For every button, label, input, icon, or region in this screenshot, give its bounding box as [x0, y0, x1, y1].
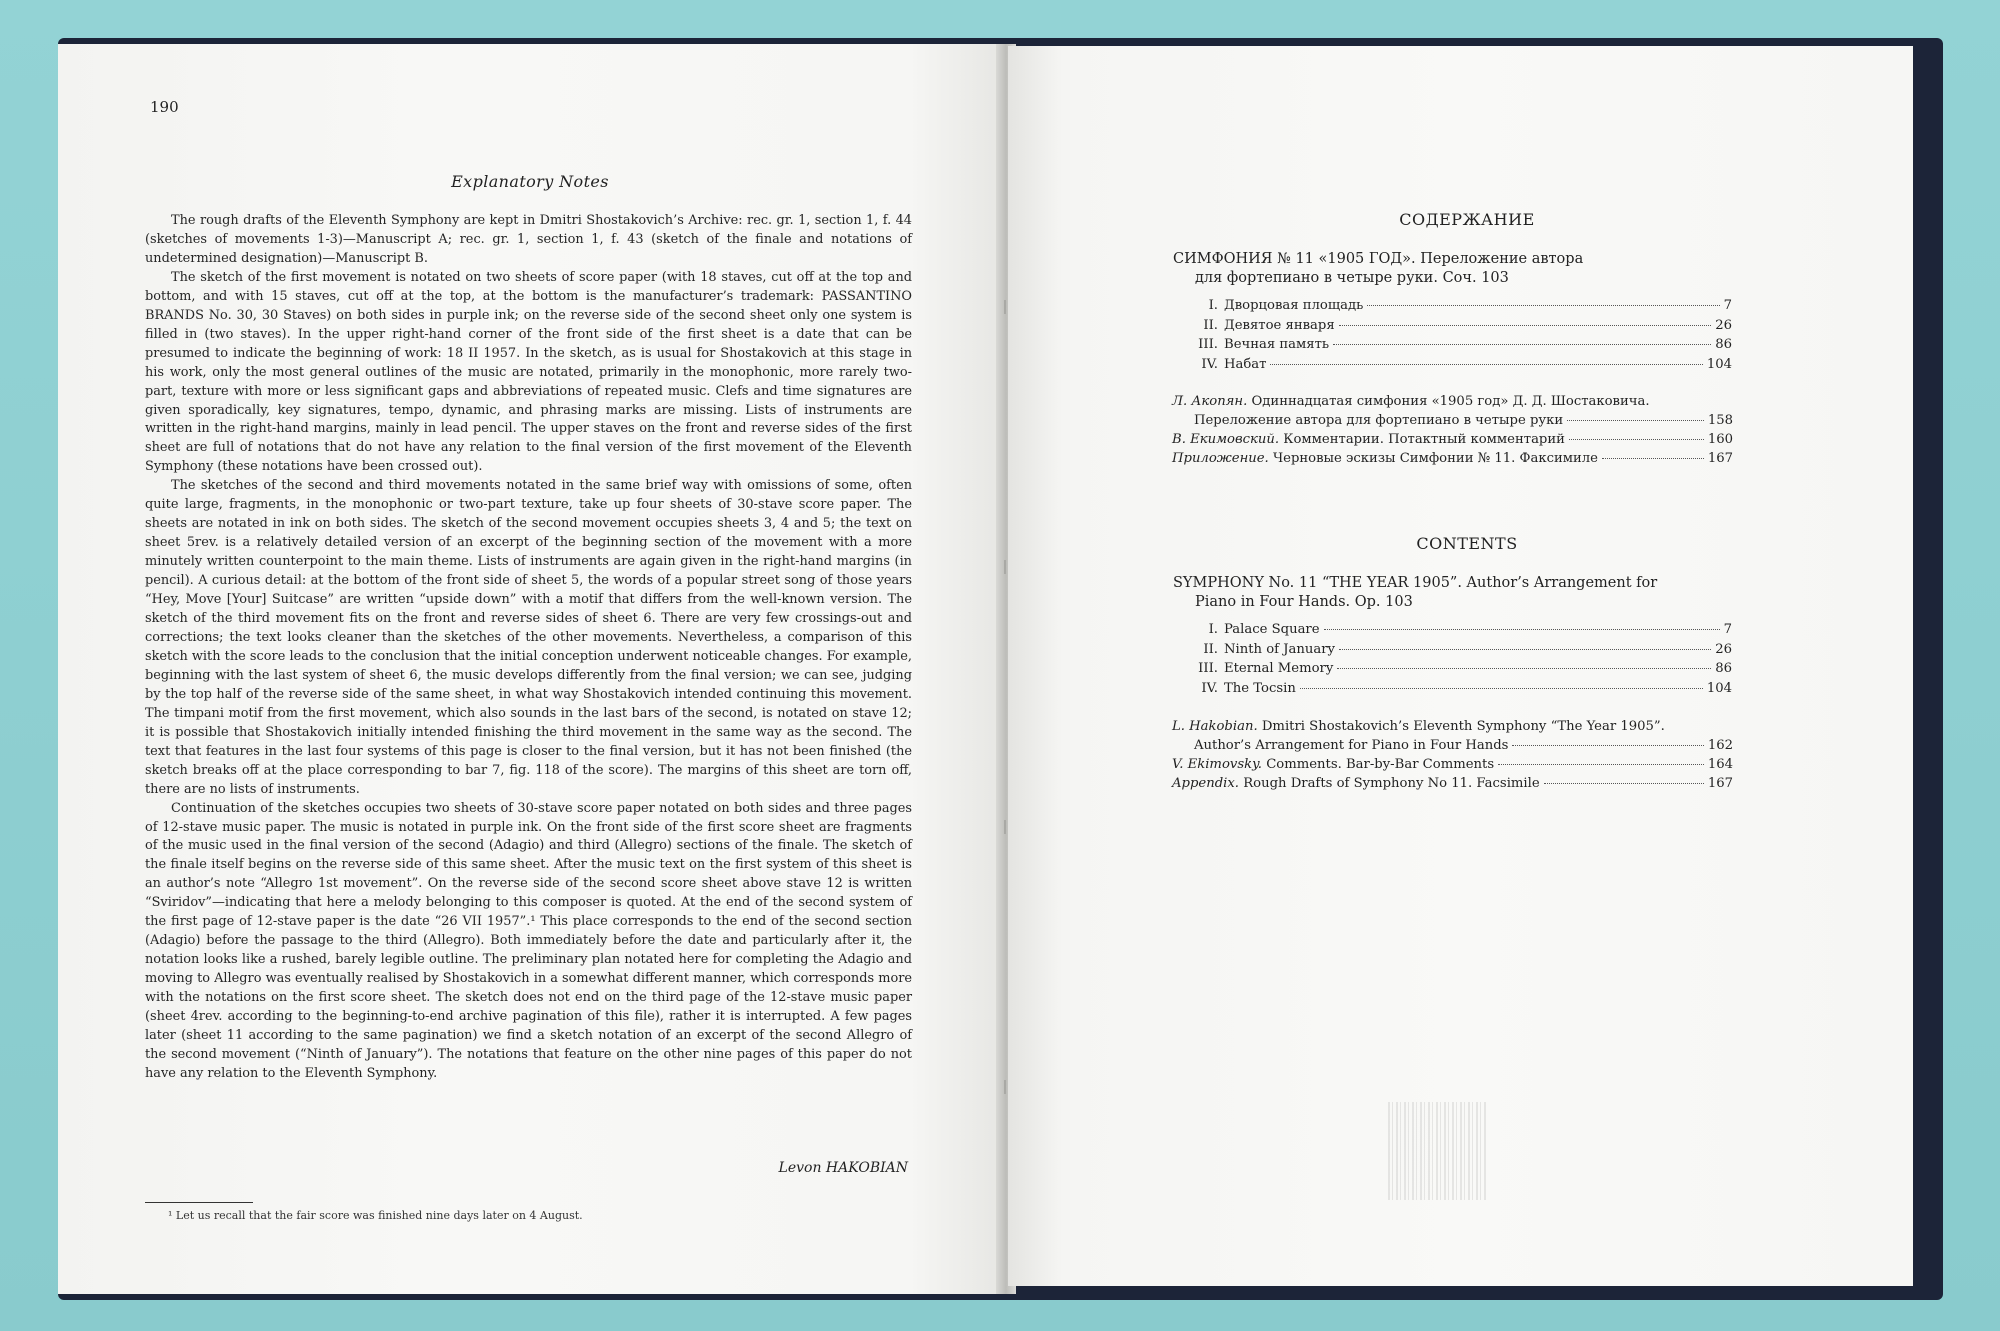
movement-number: IV.: [1201, 680, 1218, 696]
leader-dots: [1339, 325, 1712, 326]
en-contents-heading: CONTENTS: [1416, 534, 1518, 553]
footnote: ¹ Let us recall that the fair score was finished nine days later on 4 August.: [168, 1209, 583, 1222]
leader-dots: [1324, 629, 1720, 630]
leader-dots: [1300, 688, 1703, 689]
toc-entry[interactable]: [1196, 318, 1732, 338]
ru-work-title: [1173, 250, 1733, 288]
bleed-through-barcode: [1388, 1102, 1488, 1200]
entry-author: V. Ekimovsky.: [1172, 757, 1262, 772]
leader-dots: [1569, 439, 1704, 440]
leader-dots: [1339, 649, 1711, 650]
toc-entry[interactable]: [1172, 392, 1733, 411]
en-work-line: SYMPHONY No. 11 “THE YEAR 1905”. Author’s Arrangement for: [1173, 575, 1658, 591]
toc-entry[interactable]: [1172, 755, 1733, 774]
toc-entry[interactable]: [1196, 642, 1732, 662]
ru-movement-list: [1196, 298, 1732, 376]
author-signature: Levon HAKOBIAN: [778, 1160, 908, 1176]
page-ref: 86: [1715, 661, 1732, 676]
leader-dots: [1367, 305, 1719, 306]
page-ref: 86: [1715, 337, 1732, 352]
entry-title: Comments. Bar-by-Bar Comments: [1266, 757, 1495, 772]
ru-work-line: для фортепиано в четыре руки. Соч. 103: [1195, 270, 1509, 286]
movement-title: Ninth of January: [1224, 641, 1335, 657]
page-ref: 7: [1723, 298, 1732, 313]
toc-entry[interactable]: [1172, 717, 1733, 736]
entry-title: Dmitri Shostakovich’s Eleventh Symphony “The Year 1905”.: [1261, 719, 1665, 734]
ru-appendix-list: [1172, 392, 1733, 468]
page-ref: 7: [1723, 622, 1732, 637]
toc-entry-continuation: [1172, 411, 1733, 430]
movement-title: The Tocsin: [1224, 680, 1296, 696]
entry-title: Author’s Arrangement for Piano in Four Hands: [1194, 738, 1509, 753]
toc-entry[interactable]: [1196, 337, 1732, 357]
movement-title: Palace Square: [1224, 622, 1320, 637]
movement-number: II.: [1203, 641, 1218, 657]
toc-entry[interactable]: [1196, 681, 1732, 701]
page-number: 190: [150, 98, 179, 116]
leader-dots: [1512, 745, 1703, 746]
movement-title: Дворцовая площадь: [1224, 298, 1364, 313]
page-ref: 167: [1707, 776, 1733, 791]
leader-dots: [1270, 364, 1702, 365]
leader-dots: [1602, 458, 1704, 459]
leader-dots: [1498, 764, 1704, 765]
entry-title: Комментарии. Потактный комментарий: [1283, 432, 1565, 447]
leader-dots: [1337, 668, 1711, 669]
entry-title: Rough Drafts of Symphony No 11. Facsimile: [1243, 776, 1540, 791]
toc-entry[interactable]: [1172, 430, 1733, 449]
page-ref: 162: [1707, 738, 1733, 753]
binding-stitch: [1004, 560, 1006, 574]
toc-entry[interactable]: [1196, 622, 1732, 642]
notes-paragraph: The sketch of the first movement is notated on two sheets of score paper (with 18 staves, cut off at the top and bottom, and with 15 staves, cut off at the top, at the bottom is the manufacturer’s trademark: PASSANTINO BRANDS No. 30, 30 Staves) on both sides in purple ink; on the reverse side of the second sheet only one system is filled in (two staves). In the upper right-hand corner of the front side of the first sheet is a date that can be presumed to indicate the beginning of work: 18 II 1957. In the sketch, as is usual for Shostakovich at this stage in his work, only the most general outlines of the music are notated, primarily in the monophonic, more rarely two-part, texture with more or less significant gaps and abbreviations of repeated music. Clefs and time signatures are given sporadically, key signatures, tempo, dynamic, and phrasing marks are missing. Lists of instruments are written in the right-hand margins, mainly in lead pencil. The upper staves on the front and reverse sides of the first sheet are full of notations that do not have any relation to the final version of the first movement of the Eleventh Symphony (these notations have been crossed out).: [145, 269, 912, 475]
toc-entry[interactable]: [1196, 298, 1732, 318]
entry-author: Приложение.: [1172, 451, 1269, 466]
movement-title: Девятое января: [1224, 317, 1335, 333]
entry-author: Appendix.: [1172, 776, 1239, 791]
toc-entry[interactable]: [1172, 774, 1733, 793]
entry-title: Одиннадцатая симфония «1905 год» Д. Д. Шостаковича.: [1251, 394, 1650, 409]
en-movement-list: [1196, 622, 1732, 700]
page-ref: 104: [1706, 680, 1732, 696]
page-ref: 26: [1715, 641, 1732, 657]
notes-paragraph: Continuation of the sketches occupies two sheets of 30-stave score paper notated on both sides and three pages of 12-stave music paper. The music is notated in purple ink. On the front side of the first score sheet are fragments of the music used in the final version of the second (Adagio) and third (Allegro) sections of the finale. The sketch of the finale itself begins on the reverse side of this same sheet. After the music text on the first system of this sheet is an author’s note “Allegro 1st movement”. On the reverse side of the second score sheet above stave 12 is written “Sviridov”—indicating that here a melody belonging to this composer is quoted. At the end of the second system of the first page of 12-stave paper is the date “26 VII 1957”.¹ This place corresponds to the end of the second section (Adagio) before the passage to the third (Allegro). Both immediately before the date and particularly after it, the notation looks like a rushed, barely legible outline. The preliminary plan notated here for completing the Adagio and moving to Allegro was eventually realised by Shostakovich in a somewhat different manner, which corresponds more with the notations on the first score sheet. The sketch does not end on the third page of the 12-stave music paper (sheet 4rev. according to the beginning-to-end archive pagination of this file), rather it is interrupted. A few pages later (sheet 11 according to the same pagination) we find a sketch notation of an excerpt of the second Allegro of the second movement (“Ninth of January”). The notations that feature on the other nine pages of this paper do not have any relation to the Eleventh Symphony.: [145, 800, 912, 1081]
entry-author: В. Екимовский.: [1172, 432, 1280, 447]
en-work-line: Piano in Four Hands. Op. 103: [1195, 594, 1413, 610]
notes-paragraph: The sketches of the second and third movements notated in the same brief way with omissions of some, often quite large, fragments, in the monophonic or two-part texture, take up four sheets of 30-stave score paper. The sheets are notated in ink on both sides. The sketch of the second movement occupies sheets 3, 4 and 5; the text on sheet 5rev. is a relatively detailed version of an excerpt of the beginning section of the movement with a more minutely written counterpoint to the main theme. Lists of instruments are again given in the right-hand margins (in pencil). A curious detail: at the bottom of the front side of sheet 5, the words of a popular street song of those years “Hey, Move [Your] Suitcase” are written “upside down” with a motif that differs from the well-known version. The sketch of the third movement fits on the front and reverse sides of sheet 6. There are very few crossings-out and corrections; the text looks cleaner than the sketches of the other movements. Nevertheless, a comparison of this sketch with the score leads to the conclusion that the initial conception underwent noticeable changes. For example, beginning with the last system of sheet 6, the music develops differently from the final version; we can see, judging by the top half of the reverse side of the same sheet, in what way Shostakovich intended continuing this movement. The timpani motif from the first movement, which also sounds in the last bars of the second, is notated on stave 12; it is possible that Shostakovich initially intended finishing the third movement in the same way as the second. The text that features in the last four systems of this page is closer to the final version, but it has not been finished (the sketch breaks off at the place corresponding to bar 7, fig. 118 of the score). The margins of this sheet are torn off, there are no lists of instruments.: [145, 478, 912, 797]
toc-entry[interactable]: [1172, 449, 1733, 468]
movement-number: II.: [1203, 317, 1218, 333]
notes-paragraph: The rough drafts of the Eleventh Symphony are kept in Dmitri Shostakovich’s Archive: rec. gr. 1, section 1, f. 44 (sketches of movements 1-3)—Manuscript A; rec. gr. 1, section 1, f. 43 (sketch of the finale and notations of undetermined designation)—Manuscript B.: [145, 213, 912, 266]
movement-number: III.: [1198, 337, 1218, 352]
page-ref: 164: [1707, 757, 1733, 772]
movement-number: III.: [1198, 661, 1218, 676]
toc-entry[interactable]: [1196, 357, 1732, 377]
binding-stitch: [1004, 820, 1006, 834]
leader-dots: [1333, 344, 1711, 345]
leader-dots: [1567, 420, 1704, 421]
entry-author: Л. Акопян.: [1172, 394, 1248, 409]
movement-number: I.: [1208, 298, 1218, 313]
page-title: Explanatory Notes: [451, 172, 609, 191]
leader-dots: [1544, 783, 1704, 784]
toc-entry-continuation: [1172, 736, 1733, 755]
en-work-title: [1173, 574, 1753, 612]
toc-entry[interactable]: [1196, 661, 1732, 681]
movement-title: Набат: [1224, 356, 1267, 372]
movement-number: I.: [1208, 622, 1218, 637]
entry-author: L. Hakobian.: [1172, 719, 1258, 734]
page-ref: 158: [1707, 413, 1733, 428]
page-ref: 26: [1715, 317, 1732, 333]
entry-title: Черновые эскизы Симфонии № 11. Факсимиле: [1272, 451, 1598, 466]
entry-title: Переложение автора для фортепиано в четыре руки: [1194, 413, 1564, 428]
movement-title: Вечная память: [1224, 337, 1330, 352]
binding-stitch: [1004, 300, 1006, 314]
movement-title: Eternal Memory: [1224, 661, 1334, 676]
en-appendix-list: [1172, 717, 1733, 793]
page-ref: 160: [1707, 432, 1733, 447]
notes-body: [145, 212, 912, 1084]
ru-contents-heading: СОДЕРЖАНИЕ: [1399, 210, 1535, 229]
page-ref: 167: [1707, 451, 1733, 466]
footnote-rule: [145, 1202, 253, 1203]
binding-stitch: [1004, 1080, 1006, 1094]
movement-number: IV.: [1201, 356, 1218, 372]
page-ref: 104: [1706, 356, 1732, 372]
ru-work-line: СИМФОНИЯ № 11 «1905 ГОД». Переложение автора: [1173, 251, 1584, 267]
